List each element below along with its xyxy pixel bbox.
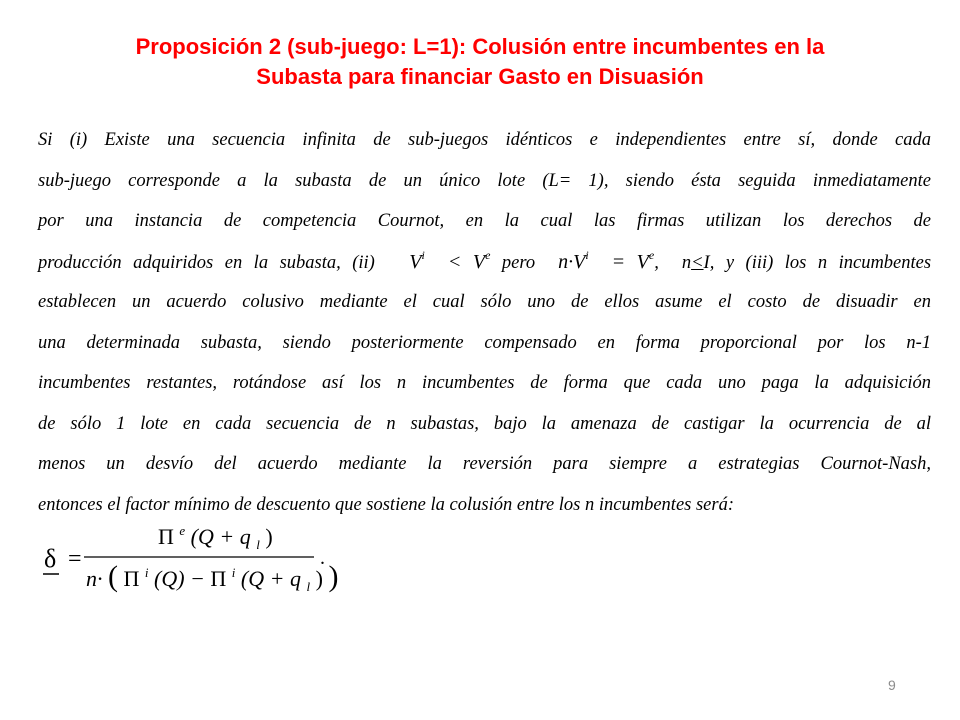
formula-big-lparen: (	[108, 560, 118, 593]
text-line-8: de sólo 1 lote en cada secuencia de n subastas, bajo la amenaza de castigar la ocurrencia de al	[38, 413, 931, 434]
math-sup-e: e	[485, 247, 491, 262]
formula-sub-l: l	[256, 537, 260, 552]
math-sup-i: i	[585, 247, 589, 262]
text-line-10: entonces el factor mínimo de descuento que sostiene la colusión entre los n incumbentes será:	[38, 494, 734, 515]
formula-numerator	[158, 520, 273, 554]
formula-equals: =	[68, 546, 82, 572]
math-condition	[682, 253, 715, 273]
text-line-4-start: producción adquiridos en la subasta, (ii)	[38, 252, 375, 273]
text-line-7: incumbentes restantes, rotándose así los n incumbentes de forma que cada uno paga la adquisición	[38, 373, 931, 393]
formula-svg	[38, 520, 358, 600]
text-line-5: establecen un acuerdo colusivo mediante el cual sólo uno de ellos asume el costo de disuadir en	[38, 292, 931, 312]
text-line-4	[38, 242, 931, 283]
formula-sub-l: l	[306, 579, 311, 594]
math-v-e	[472, 247, 491, 273]
math-i: I,	[703, 252, 715, 273]
math-n: n	[681, 252, 692, 273]
formula-pi: Π	[210, 566, 227, 591]
text-line-3: por una instancia de competencia Cournot, en la cual las firmas utilizan los derechos de	[38, 211, 931, 231]
math-sup-e: e	[648, 247, 655, 262]
page-number: 9	[888, 677, 896, 693]
formula-den-q: (Q) −	[154, 566, 211, 591]
math-v-i	[409, 247, 425, 273]
formula-num-rest: (Q + q	[190, 524, 251, 549]
text-line-1: Si (i) Existe una secuencia infinita de sub-juegos idénticos e independientes entre sí, donde cada	[38, 130, 931, 150]
math-less-than: <	[447, 250, 462, 273]
math-equals: =	[611, 250, 626, 273]
slide-title-line-2: Subasta para financiar Gasto en Disuasión	[256, 64, 704, 89]
math-v: V	[409, 250, 422, 273]
math-v-e-2	[636, 247, 655, 273]
word-pero: pero	[501, 252, 536, 273]
math-v: V	[472, 250, 486, 273]
proposition-text	[38, 120, 931, 525]
text-line-6: una determinada subasta, siendo posteriormente compensado en forma proporcional por los n-1	[38, 332, 931, 353]
discount-factor-formula	[38, 520, 358, 600]
formula-delta: δ	[44, 544, 57, 573]
formula-den-close: )	[315, 566, 323, 591]
formula-sup-i: i	[231, 565, 236, 580]
formula-den-n: n·	[86, 566, 103, 591]
formula-sup-e: e	[179, 523, 186, 538]
formula-pi: Π	[158, 524, 174, 549]
formula-denominator	[86, 557, 338, 596]
formula-den-rest: (Q + q	[240, 566, 301, 591]
math-less-equal: <	[691, 252, 704, 273]
text-line-2: sub-juego corresponde a la subasta de un único lote (L= 1), siendo ésta seguida inmediatamente	[38, 170, 931, 191]
slide-title-line-1: Proposición 2 (sub-juego: L=1): Colusión entre incumbentes en la	[135, 34, 825, 59]
math-comma: ,	[654, 252, 659, 273]
text-line-4-end: y (iii) los n incumbentes	[725, 252, 932, 273]
math-n-v-i	[558, 247, 589, 273]
formula-pi: Π	[123, 566, 140, 591]
formula-period: .	[320, 547, 325, 569]
math-sup-i: i	[421, 247, 425, 262]
math-n-v: n·V	[558, 250, 586, 273]
slide-title	[20, 32, 940, 92]
text-line-9: menos un desvío del acuerdo mediante la reversión para siempre a estrategias Cournot-Nash,	[38, 454, 931, 474]
formula-sup-i: i	[144, 565, 149, 580]
formula-num-close: )	[265, 524, 273, 549]
math-v: V	[636, 250, 649, 273]
formula-big-rparen: )	[328, 560, 339, 593]
